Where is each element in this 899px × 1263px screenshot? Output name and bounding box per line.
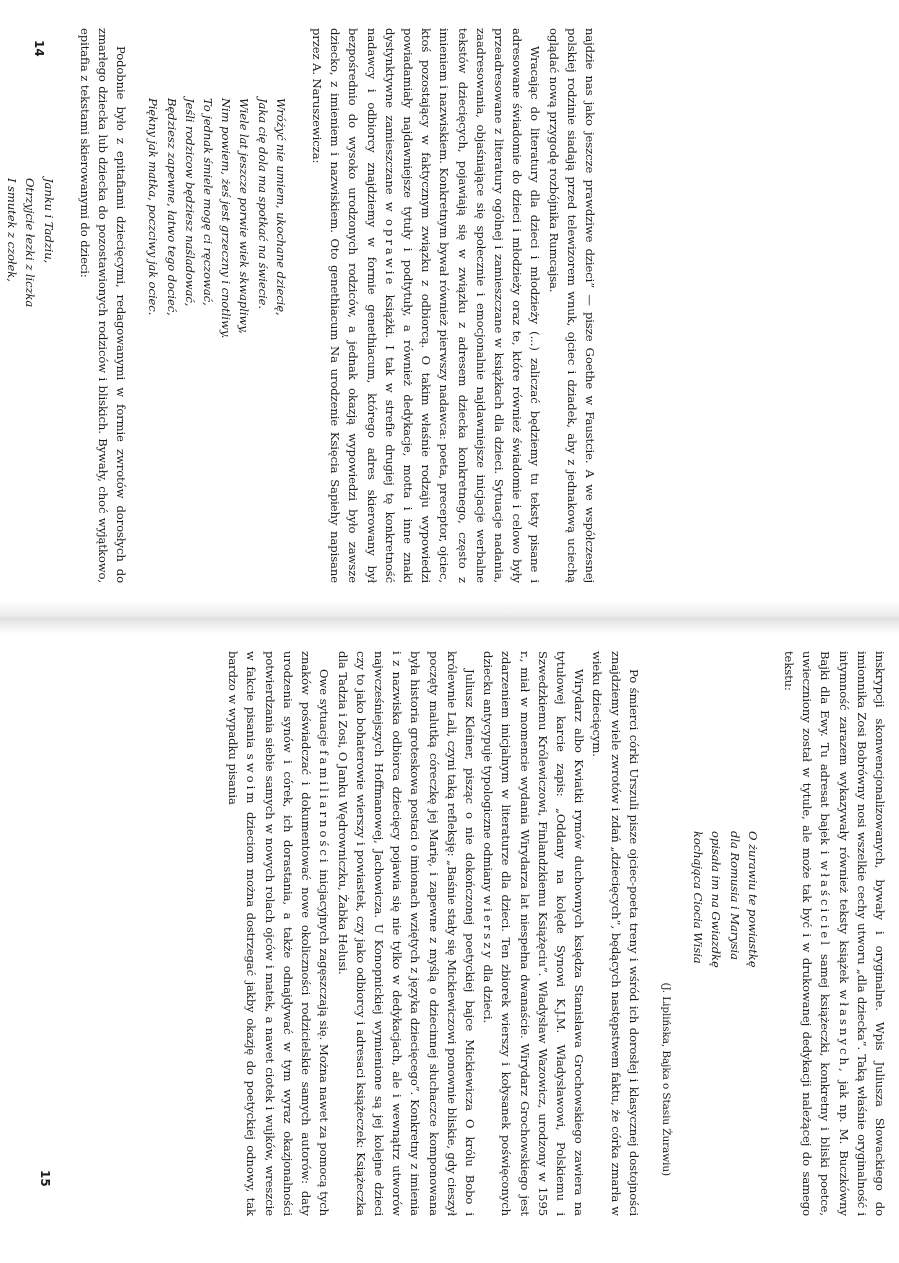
page-15 bbox=[226, 651, 889, 1217]
page-15-body bbox=[224, 651, 889, 1216]
paragraph bbox=[780, 651, 889, 1216]
paragraph: Juliusz Kleiner, pisząc o nie dokończonej poetyckiej bajce Mickiewicza O królu Bobo i królewnie Lali, czyni taką refleksję: „Baśnie stały się Mickiewiczowi ponownie bliskie, gdy cieszył poczęty malutką córeczkę jej Marię, i zapewne z myślą o dziecinnej słuchaczce komponowana była historia groteskowa postaci o imionach wziętych z języka dziecięcego”. Konkretny z imienia i z nazwiska odbiorca dziecięcy pojawia się nie tylko w dedykacjach, ale i wewnątrz utworów najwcześniejszych Hoffmanowej, Jachowicza. U Konopnickiej wymienione są jej kolejne dzieci czy to jako bohaterowie wierszy i powiastek, czy jako odbiorcy i adresaci książeczek: Książeczka dla Tadzia i Zosi, O Janku Wędrowniczku, Żabka Helusi. bbox=[335, 651, 477, 1216]
poem-line: Janku i Tadziu, bbox=[41, 178, 56, 264]
poem-line: kochająca Ciocia Wisia bbox=[691, 831, 706, 964]
poem-line bbox=[0, 178, 3, 583]
paragraph-text: dla dzieci. bbox=[481, 964, 496, 1024]
paragraph: najdzie nas jako jeszcze prawdziwe dzieci” — pisze Goethe w Faustcie. A we współczesnej polskiej rodzinie siadają przed telewizorem wnuk, ojciec i dziadek, aby z jednakową uciechą oglądać nową przygodę rozbójnika Rumcajsa. bbox=[546, 28, 597, 583]
poem-line: I smutek z czołek, bbox=[5, 178, 20, 282]
spaced-word: oprawie bbox=[382, 218, 397, 288]
paragraph-text: inicjacyjnych zagęszczają się. Można nawet za pomocą tych znaków poświadczać i dokumentować nowe okoliczności rodzicielskie samych autorów: daty urodzenia synów i córek, ich dorastania, a także odnajdywać w tym wyraz okazjonalności potwierdzania siebie samych w nowych rolach ojców i matek, a nawet ciotek i wujków, wreszcie w fakcie pisania bbox=[244, 651, 332, 1217]
page-14-body bbox=[0, 28, 599, 583]
paragraph-text: jak np. M. Buczkówny Bajki dla Ewy. Tu adresat bajek i bbox=[818, 651, 851, 1216]
page-number-14: 14 bbox=[32, 40, 46, 57]
paragraph-text: książki. I tak w strefie drugiej tę konkretność nadawcy i odbiorcy znajdziemy w formie genethiacum, którego adres skierowany był bezpośrednio do wysoko urodzonych rodziców, a jednak okazją wypowiedzi było zawsze dziecko, z imieniem i nazwiskiem. Oto genethiacum Na urodzenie Księcia Sapiehy napisane przez A. Naruszewicza: bbox=[309, 28, 397, 583]
paragraph-text: samej książeczki, konkretny i bliski poetce, uwieczniony został w tytule, ale może tak być i w drukowanej dedykacji należącej do samego tekstu: bbox=[781, 651, 833, 1216]
paragraph bbox=[224, 651, 333, 1216]
poem-epitaph bbox=[0, 178, 58, 583]
poem-line: Nim powiem, żeś jest grzeczny i cnotliwy. bbox=[219, 98, 234, 339]
paragraph-text: dzieciom można dostrzegać jakby okazję do poetyckiej odnowy, tak bardzo w wypadku pisania bbox=[226, 651, 259, 1216]
paragraph-text: Wracając do literatury dla dzieci i młodzieży (...) zaliczać będziemy tu teksty pisane i adresowane świadomie do dzieci i młodzieży oraz te, które również świadomie i celowo były przeadresowane z literatury ogólnej i zamieszczane w książkach dla dzieci. Sytuacje nadania, zaadresowania, objaśniające się społecznie i emocjonalnie najdawniejsze inicjacje werbalne tekstów dziecięcych, pojawiają się w związku z adresem dziecka konkretnego, często z imieniem i nazwiskiem. Konkretnym bywał również pierwszy nadawca: poeta, preceptor, ojciec, ktoś pozostający w faktycznym związku z odbiorcą. O takim właśnie rodzaju wypowiedzi powiadamiały najdawniejsze tytuły i podtytuły, a również dedykacje, motta i inne znaki dystynktywne zamieszczane w bbox=[382, 28, 543, 583]
poem-dedication bbox=[689, 831, 762, 1216]
spaced-word: familiarności bbox=[317, 750, 332, 866]
paragraph bbox=[479, 651, 588, 1216]
poem-line: Piękny jak matka, poczciwy jak ociec. bbox=[146, 98, 161, 316]
spaced-word: własnych, bbox=[836, 989, 851, 1075]
poem-line: O żurawiu te powiastkę bbox=[745, 831, 760, 968]
poem-line: Wiele lat jeszcze porwie wiek skwapliwy, bbox=[237, 98, 252, 334]
poem-line: Jaka cię dola ma spotkać na świecie. bbox=[255, 98, 270, 310]
page-number-15: 15 bbox=[38, 1170, 52, 1187]
poem-credit: (J. Liplińska, Bajka o Stasiu Żurawiu) bbox=[659, 982, 672, 1176]
paragraph: Podobnie było z epitafiami dziecięcymi, redagowanymi w formie zwrotów dorosłych do zmarłego dziecka lub dziecka do pozostawionych rodziców i bliskich. Bywały, choć wyjątkowo, epitafia z tekstami skierowanymi do dzieci: bbox=[77, 28, 129, 583]
poem-line: dla Romusia i Marysia bbox=[727, 831, 742, 960]
poem-line: Będziesz zapewne, łatwo tego docieć, bbox=[164, 98, 179, 316]
poem-line: opisała im na Gwiazdkę bbox=[709, 831, 724, 968]
poem-genethiacum bbox=[144, 98, 290, 583]
spaced-word: swoim bbox=[244, 753, 259, 807]
page-gutter bbox=[0, 600, 899, 634]
paragraph-text: Owe sytuacje bbox=[317, 669, 332, 747]
paragraph-text: Wirydarz albo Kwiatki rymów duchownych księdza Stanisława Grochowskiego zawiera na tytułowej karcie zapis: „Oddany na kolęde Synowi K.J.M. Władysławowi, Polskiemu i Szwedzkiemu Królewiczowi, Finlandzkiemu Książęciu”. Władysław Wazowicz, urodzony w 1595 r., miał w momencie wydania Wirydarza lat niespełna dwanaście. Wirydarz Grochowskiego jest zdarzeniem inicjalnym w literaturze dla dzieci. Ten zbiorek wierszy i kołysanek poświęconych dziecku antycypuje typologiczne odmiany bbox=[481, 651, 587, 1216]
poem-line: Otrzyjcie łezki z liczka bbox=[23, 178, 38, 308]
poem-line: To jednak śmiele mogę ci ręczować, bbox=[200, 98, 215, 306]
spaced-word: właściciel bbox=[818, 860, 833, 948]
spaced-word: wierszy bbox=[481, 895, 496, 961]
poem-line: Wróżyć nie umiem, ukochane dziecię, bbox=[273, 98, 288, 316]
paragraph: Po śmierci córki Urszuli pisze ojciec-poeta treny i wśród ich dorosłej i klasycznej dostojności znajdziemy wiele zwrotów i zdań „dziecięcych”, będących następstwem faktu, że córka zmarła w wieku dziecięcym. bbox=[590, 651, 641, 1216]
poem-line: Jeśli rodzicow będziesz naśladować, bbox=[182, 98, 197, 307]
paragraph bbox=[308, 28, 545, 583]
paragraph-text: inskrypcji skonwencjonalizowanych, bywały i oryginalne. Wpis Juliusza Słowackiego do imionnika Zosi Bobrówny nosi wszelkie cechy utworu „dla dziecka”. Taką właśnie oryginalność i intymność zarazem wykazywały również teksty książek bbox=[836, 651, 887, 1216]
